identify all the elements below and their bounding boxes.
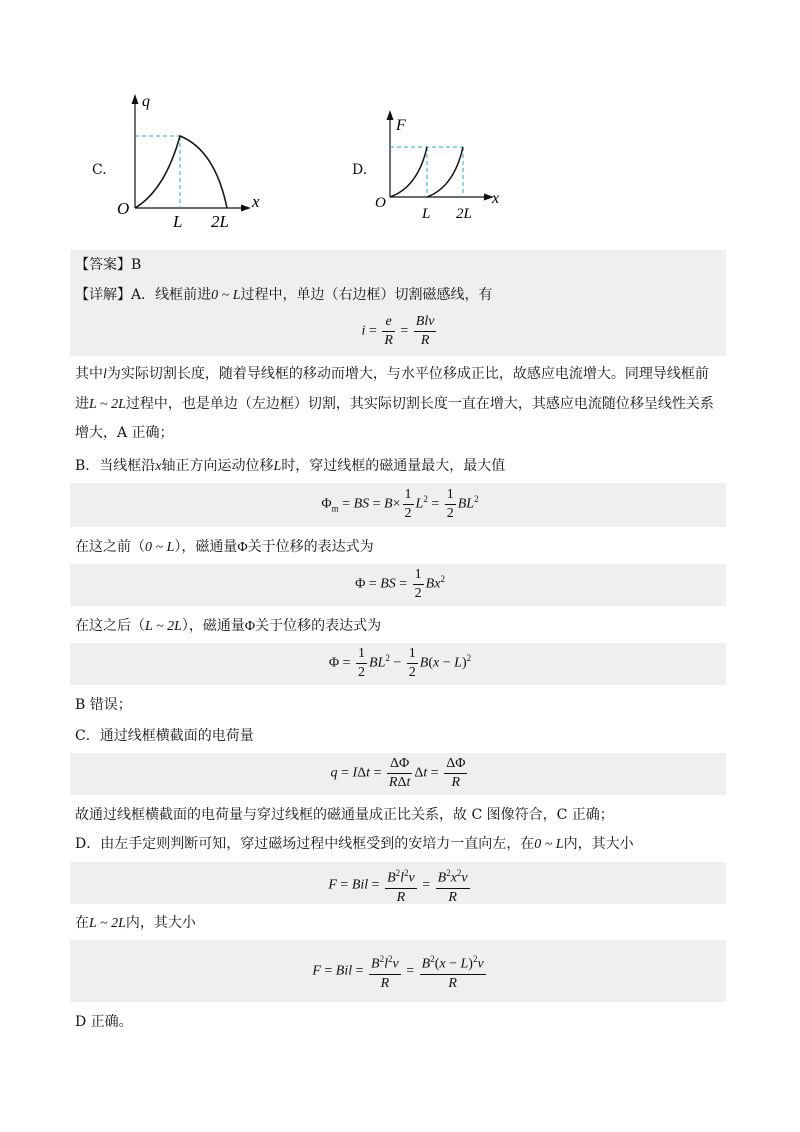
graph-d-ylabel: F bbox=[396, 117, 406, 134]
detail-d-in: 在L ~ 2L内，其大小 bbox=[75, 915, 196, 931]
detail-a-line2: 进L ~ 2L过程中，也是单边（左边框）切割，其实际切割长度一直在增大，其感应电流随位移呈线性关系 bbox=[75, 396, 714, 412]
graph-c-tick2: 2L bbox=[211, 212, 229, 230]
answer-line bbox=[75, 255, 141, 275]
graph-c-x-arrow bbox=[241, 205, 251, 212]
graph-d-option-label: D. bbox=[352, 162, 368, 178]
detail-d-intro: D．由左手定则判断可知，穿过磁场过程中线框受到的安培力一直向左，在0 ~ L内，其大小 bbox=[75, 836, 634, 852]
detail-label: 【详解】 bbox=[75, 287, 131, 303]
eq-charge: q = IΔt = $\frac{\Delta\Phi}{\text{RΔt}}$ Δt = $\frac{\Delta\Phi}{R}$ bbox=[330, 756, 466, 790]
graph-c-ylabel: q bbox=[142, 93, 150, 110]
graph-d-y-arrow bbox=[387, 110, 394, 120]
eq-current: i = $\frac{e}{R}$ = $\frac{\text{Blv}}{R}$ bbox=[361, 314, 435, 348]
graph-d-tick2: 2L bbox=[456, 206, 472, 222]
answer-value: B bbox=[131, 257, 142, 273]
graph-d-curve2 bbox=[427, 147, 463, 197]
detail-b-wrong: B 错误； bbox=[75, 697, 132, 713]
graph-c-origin: O bbox=[117, 199, 130, 218]
graph-d-origin: O bbox=[375, 195, 386, 211]
graph-d bbox=[360, 105, 520, 230]
detail-c-conclusion: 故通过线框横截面的电荷量与穿过线框的磁通量成正比关系，故 C 图像符合，C 正确； bbox=[75, 807, 614, 823]
eq-force-2: F = Bil = $\frac{B^2l^2v}{R}$ = $\frac{B^2(x - L)^2v}{R}$ bbox=[0, 950, 800, 993]
eq-phi-after: Φ = $\frac{1}{2}$ $BL^2$ − $\frac{1}{2}$ $B(x - L)^2$ bbox=[328, 646, 472, 680]
range-0-l: 0 ~ L bbox=[211, 288, 241, 303]
detail-b-before: 在这之前（0 ~ L），磁通量Φ关于位移的表达式为 bbox=[75, 539, 374, 555]
graph-c-tick1: L bbox=[173, 212, 183, 230]
detail-a-line1: 其中l为实际切割长度，随着导线框的移动而增大，与水平位移成正比，故感应电流增大。同理导线框前 bbox=[75, 366, 709, 382]
detail-b-intro: B．当线框沿x轴正方向运动位移L时，穿过线框的磁通量最大，最大值 bbox=[75, 458, 506, 474]
graph-d-curve1 bbox=[390, 147, 427, 197]
graph-c bbox=[105, 90, 280, 230]
graph-c-xlabel: x bbox=[252, 192, 260, 211]
detail-b-after: 在这之后（L ~ 2L），磁通量Φ关于位移的表达式为 bbox=[75, 618, 382, 634]
eq-phi-before: Φ = BS = $\frac{1}{2}$ Bx$^2$ bbox=[355, 567, 445, 601]
graph-d-tick1: L bbox=[422, 206, 431, 222]
graph-c-option-label: C. bbox=[92, 162, 107, 178]
answer-label: 【答案】 bbox=[75, 257, 131, 273]
graph-c-y-arrow bbox=[132, 94, 139, 104]
eq-force-1: F = Bil = $\frac{B^2l^2v}{R}$ = $\frac{B^2x^2v}{R}$ bbox=[0, 864, 800, 907]
eq-phi-max: $\Phi_m$ = BS = B× $\frac{1}{2}$ $L^2$ = $\frac{1}{2}$ $BL^2$ bbox=[321, 487, 479, 521]
detail-c-intro: C．通过线框横截面的电荷量 bbox=[75, 728, 254, 744]
graph-c-curve bbox=[135, 136, 227, 208]
graph-d-xlabel: x bbox=[492, 190, 500, 207]
detail-a-intro: 【详解】A．线框前进0 ~ L过程中，单边（右边框）切割磁感线，有 bbox=[75, 287, 493, 303]
detail-d-correct: D 正确。 bbox=[75, 1014, 133, 1030]
detail-a-line3: 增大，A 正确； bbox=[75, 425, 174, 441]
